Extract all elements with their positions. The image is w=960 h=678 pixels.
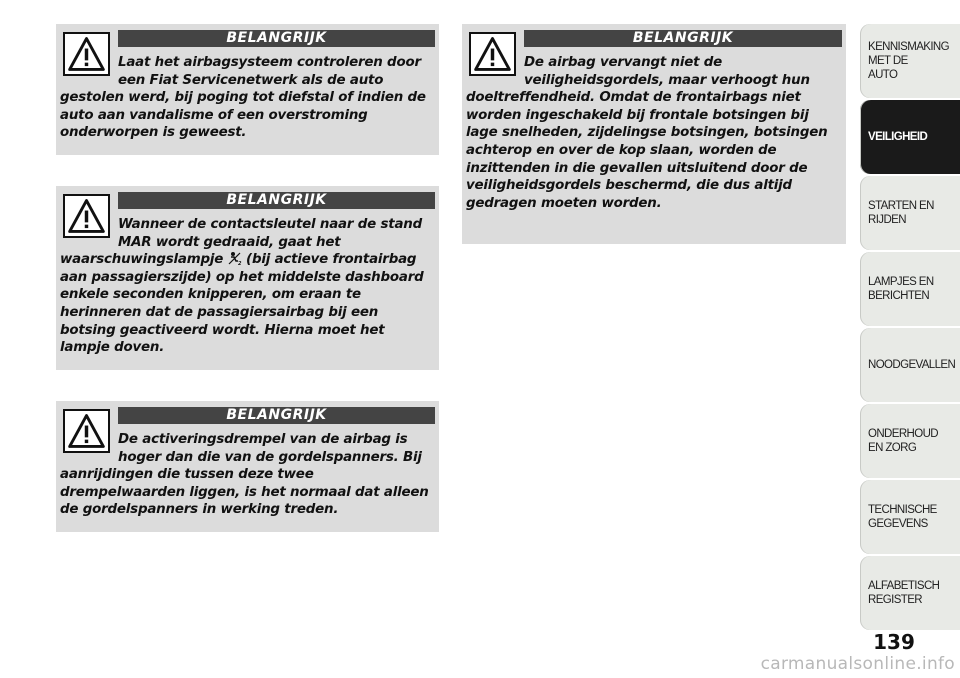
warning-text: De airbag vervangt niet de veiligheidsgordels, maar verhoogt hun doeltreffendheid. Omdat de frontairbags niet worden ingeschakeld bij frontale botsingen bij lage snelheden, zijdelingse botsingen, botsingen achterop en over de kop slaan, worden de inzittenden in die gevallen uitsluitend door de veiligheidsgordels beschermd, die dus altijd gedragen moeten worden. — [466, 55, 828, 211]
warning-header: BELANGRIJK — [118, 192, 435, 209]
warning-header: BELANGRIJK — [118, 407, 435, 424]
warning-box-1 — [56, 24, 439, 155]
warning-box-3 — [56, 401, 439, 532]
tab-lampjes-en-berichten[interactable]: LAMPJES EN BERICHTEN — [860, 252, 960, 326]
tab-kennismaking[interactable]: KENNISMAKING MET DE AUTO — [860, 24, 960, 98]
warning-text-after: (bij actieve frontairbag aan passagierszijde) op het middelste dashboard enkele seconden knipperen, om eraan te herinneren dat de passagiersairbag bij een botsing geactiveerd wordt. Hierna moet het lampje doven. — [60, 252, 424, 356]
warning-text: De activeringsdrempel van de airbag is hoger dan die van de gordelspanners. Bij aanrijdingen die tussen deze twee drempelwaarden liggen, is het normaal dat alleen de gordelspanners in werking treden. — [60, 432, 429, 518]
warning-header: BELANGRIJK — [524, 30, 842, 47]
tab-onderhoud-en-zorg[interactable]: ONDERHOUD EN ZORG — [860, 404, 960, 478]
tab-alfabetisch-register[interactable]: ALFABETISCH REGISTER — [860, 556, 960, 630]
warning-text — [60, 216, 431, 357]
tab-noodgevallen[interactable]: NOODGEVALLEN — [860, 328, 960, 402]
warning-text-before: Wanneer de contactsleutel naar de stand MAR wordt gedraaid, gaat het waarschuwingslampje — [60, 217, 423, 268]
svg-text:2: 2 — [237, 261, 241, 266]
warning-header: BELANGRIJK — [118, 30, 435, 47]
airbag-off-warning-icon — [228, 251, 242, 265]
page-number: 139 — [873, 630, 915, 654]
tab-technische-gegevens[interactable]: TECHNISCHE GEGEVENS — [860, 480, 960, 554]
warning-box-4 — [462, 24, 846, 244]
watermark: carmanualsonline.info — [760, 654, 955, 674]
warning-text: Laat het airbagsysteem controleren door een Fiat Servicenetwerk als de auto gestolen werd, bij poging tot diefstal of indien de auto aan vandalisme of een overstroming onderworpen is geweest. — [60, 55, 426, 141]
tab-starten-en-rijden[interactable]: STARTEN EN RIJDEN — [860, 176, 960, 250]
tab-veiligheid[interactable]: VEILIGHEID — [860, 100, 960, 174]
warning-box-2 — [56, 186, 439, 370]
